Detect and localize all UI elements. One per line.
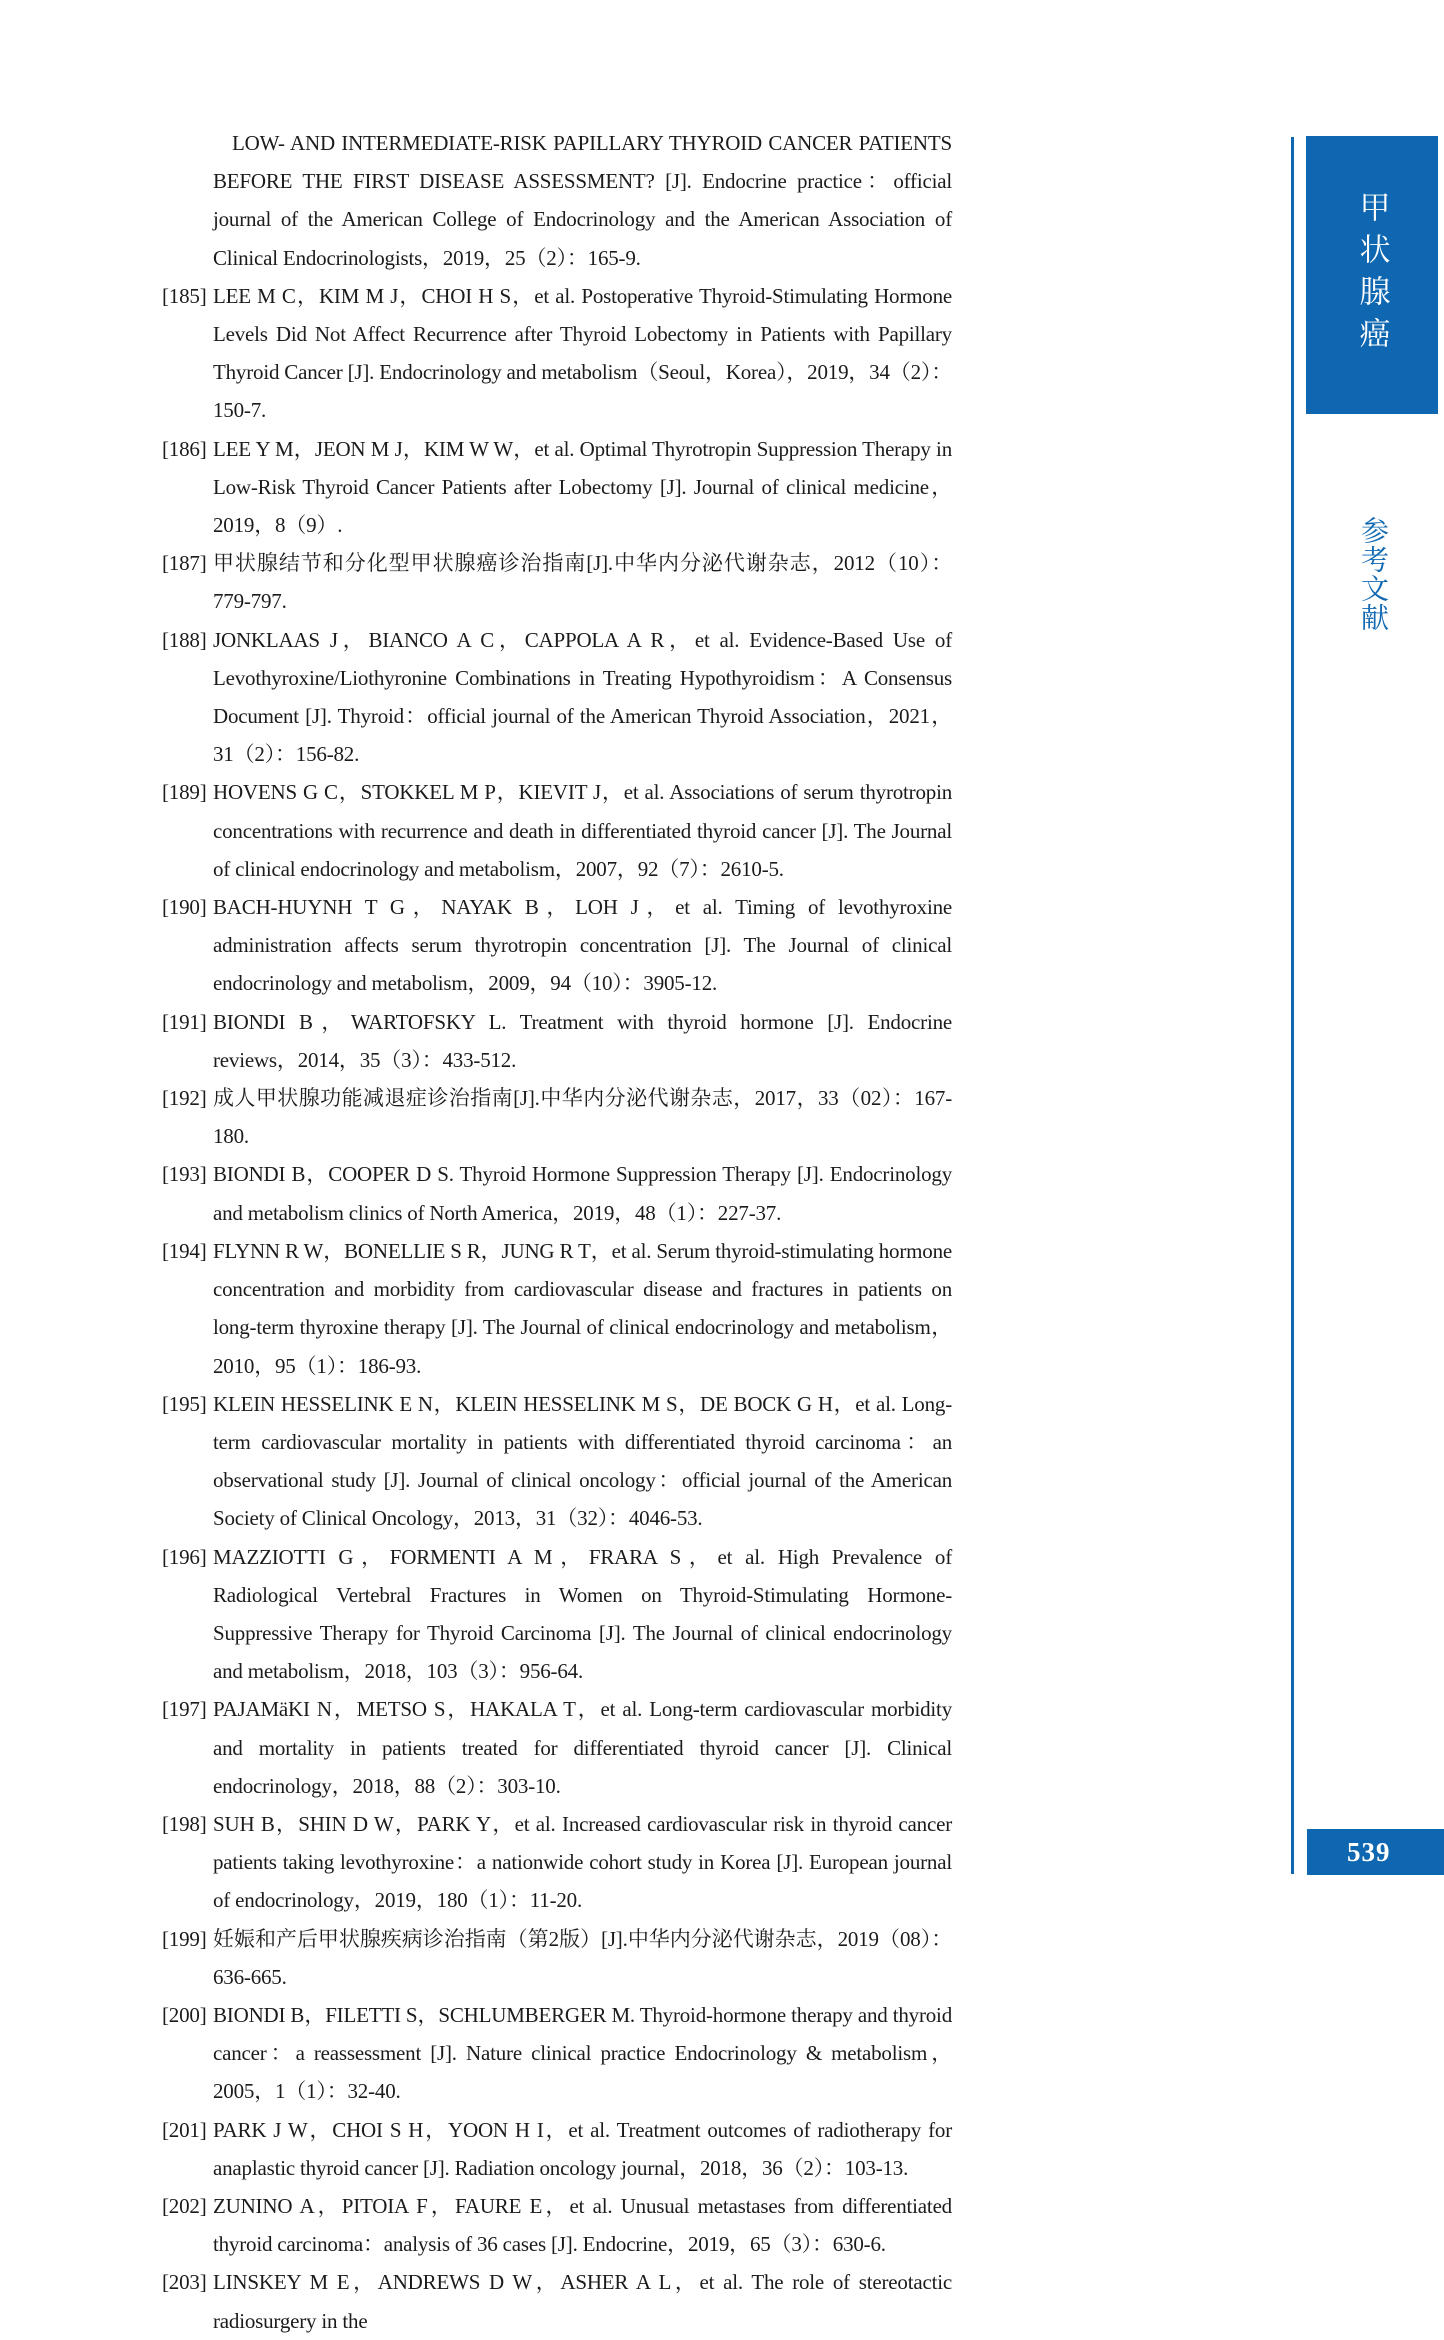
reference-number: [192] — [162, 1086, 207, 1111]
reference-item — [162, 1920, 952, 1996]
reference-text: LOW- AND INTERMEDIATE-RISK PAPILLARY THYROID CANCER PATIENTS BEFORE THE FIRST DISEASE ASSESSMENT? [J]. Endocrine practice：official journal of the American College of Endocrinology and the American Association of Clinical Endocrinologists，2019，25（2）：165-9. — [213, 131, 952, 270]
reference-number: [191] — [162, 1009, 207, 1034]
reference-number: [188] — [162, 627, 207, 652]
reference-item — [162, 1538, 952, 1691]
sidebar-divider-line — [1291, 137, 1294, 1874]
reference-text: PAJAMäKI N，METSO S，HAKALA T，et al. Long-term cardiovascular morbidity and mortality in patients treated for differentiated thyroid cancer [J]. Clinical endocrinology，2018，88（2）：303-10. — [213, 1697, 952, 1798]
reference-text: MAZZIOTTI G，FORMENTI A M，FRARA S，et al. High Prevalence of Radiological Vertebral Fractures in Women on Thyroid-Stimulating Hormone-Suppressive Therapy for Thyroid Carcinoma [J]. The Journal of clinical endocrinology and metabolism，2018，103（3）：956-64. — [213, 1544, 952, 1684]
reference-text: KLEIN HESSELINK E N，KLEIN HESSELINK M S，DE BOCK G H，et al. Long-term cardiovascular mortality in patients with differentiated thyroid carcinoma：an observational study [J]. Journal of clinical oncology：official journal of the American Society of Clinical Oncology，2013，31（32）：4046-53. — [213, 1391, 952, 1531]
reference-text: 妊娠和产后甲状腺疾病诊治指南（第2版）[J].中华内分泌代谢杂志，2019（08）：636-665. — [213, 1926, 952, 1989]
reference-item — [162, 1155, 952, 1231]
reference-item — [162, 1805, 952, 1920]
reference-item — [162, 1003, 952, 1079]
reference-text: HOVENS G C，STOKKEL M P，KIEVIT J，et al. Associations of serum thyrotropin concentrations with recurrence and death in differentiated thyroid cancer [J]. The Journal of clinical endocrinology and metabolism，2007，92（7）：2610-5. — [213, 780, 952, 881]
reference-text: BIONDI B，WARTOFSKY L. Treatment with thyroid hormone [J]. Endocrine reviews，2014，35（3）：433-512. — [213, 1009, 952, 1072]
reference-item — [162, 277, 952, 430]
page-number-badge — [1307, 1829, 1444, 1875]
reference-number: [199] — [162, 1926, 207, 1951]
reference-number: [185] — [162, 283, 207, 308]
reference-text: ZUNINO A，PITOIA F，FAURE E，et al. Unusual metastases from differentiated thyroid carcinoma：analysis of 36 cases [J]. Endocrine，2019，65（3）：630-6. — [213, 2193, 952, 2257]
reference-number: [194] — [162, 1238, 207, 1263]
reference-number: [189] — [162, 780, 207, 805]
reference-number: [193] — [162, 1162, 207, 1187]
reference-item — [162, 888, 952, 1003]
reference-number: [187] — [162, 551, 207, 576]
reference-number: [200] — [162, 2002, 207, 2027]
reference-item — [162, 621, 952, 774]
reference-item — [162, 1385, 952, 1538]
reference-text: SUH B，SHIN D W，PARK Y，et al. Increased cardiovascular risk in thyroid cancer patients taking levothyroxine：a nationwide cohort study in Korea [J]. European journal of endocrinology，2019，180（1）：11-20. — [213, 1811, 952, 1913]
reference-list — [162, 124, 952, 2340]
reference-number: [197] — [162, 1697, 207, 1722]
chapter-tab — [1306, 136, 1438, 414]
reference-item — [162, 2187, 952, 2263]
reference-continuation — [162, 124, 952, 277]
reference-text: FLYNN R W，BONELLIE S R，JUNG R T，et al. Serum thyroid-stimulating hormone concentration and morbidity from cardiovascular disease and fractures in patients on long-term thyroxine therapy [J]. The Journal of clinical endocrinology and metabolism，2010，95（1）：186-93. — [213, 1238, 952, 1378]
reference-number: [195] — [162, 1391, 207, 1416]
reference-text: BACH-HUYNH T G，NAYAK B，LOH J，et al. Timing of levothyroxine administration affects serum thyrotropin concentration [J]. The Journal of clinical endocrinology and metabolism，2009，94（10）：3905-12. — [213, 895, 952, 996]
reference-item — [162, 1690, 952, 1805]
reference-number: [190] — [162, 895, 207, 920]
section-title: 参考文献 — [1357, 516, 1388, 632]
reference-number: [198] — [162, 1811, 207, 1836]
reference-item — [162, 2263, 952, 2339]
reference-text: LEE M C，KIM M J，CHOI H S，et al. Postoperative Thyroid-Stimulating Hormone Levels Did Not Affect Recurrence after Thyroid Lobectomy in Patients with Papillary Thyroid Cancer [J]. Endocrinology and metabolism（Seoul，Korea），2019，34（2）：150-7. — [213, 283, 952, 423]
reference-text: PARK J W，CHOI S H，YOON H I，et al. Treatment outcomes of radiotherapy for anaplastic thyroid cancer [J]. Radiation oncology journal，2018，36（2）：103-13. — [213, 2117, 952, 2180]
reference-text: LEE Y M，JEON M J，KIM W W，et al. Optimal Thyrotropin Suppression Therapy in Low-Risk Thyroid Cancer Patients after Lobectomy [J]. Journal of clinical medicine，2019，8（9）. — [213, 436, 952, 538]
page-number: 539 — [1347, 1836, 1391, 1867]
reference-item — [162, 1232, 952, 1385]
reference-item — [162, 2111, 952, 2187]
reference-item — [162, 430, 952, 545]
reference-item — [162, 773, 952, 888]
reference-item — [162, 544, 952, 620]
reference-item — [162, 1996, 952, 2111]
reference-text: BIONDI B，FILETTI S，SCHLUMBERGER M. Thyroid-hormone therapy and thyroid cancer：a reassessment [J]. Nature clinical practice Endocrinology & metabolism，2005，1（1）：32-40. — [213, 2002, 952, 2104]
reference-text: 甲状腺结节和分化型甲状腺癌诊治指南[J].中华内分泌代谢杂志，2012（10）：779-797. — [213, 551, 952, 614]
reference-number: [202] — [162, 2193, 207, 2218]
reference-text: BIONDI B，COOPER D S. Thyroid Hormone Suppression Therapy [J]. Endocrinology and metabolism clinics of North America，2019，48（1）：227-37. — [213, 1162, 952, 1225]
reference-number: [203] — [162, 2270, 207, 2295]
reference-item — [162, 1079, 952, 1155]
reference-text: 成人甲状腺功能减退症诊治指南[J].中华内分泌代谢杂志，2017，33（02）：167-180. — [213, 1086, 952, 1149]
reference-number: [186] — [162, 436, 207, 461]
reference-number: [201] — [162, 2117, 207, 2142]
reference-text: JONKLAAS J，BIANCO A C，CAPPOLA A R，et al. Evidence-Based Use of Levothyroxine/Liothyronine Combinations in Treating Hypothyroidism：A Consensus Document [J]. Thyroid：official journal of the American Thyroid Association，2021，31（2）：156-82. — [213, 627, 952, 767]
reference-number: [196] — [162, 1544, 207, 1569]
reference-text: LINSKEY M E，ANDREWS D W，ASHER A L，et al. The role of stereotactic radiosurgery in the — [213, 2270, 952, 2333]
chapter-title: 甲状腺癌 — [1354, 191, 1390, 359]
